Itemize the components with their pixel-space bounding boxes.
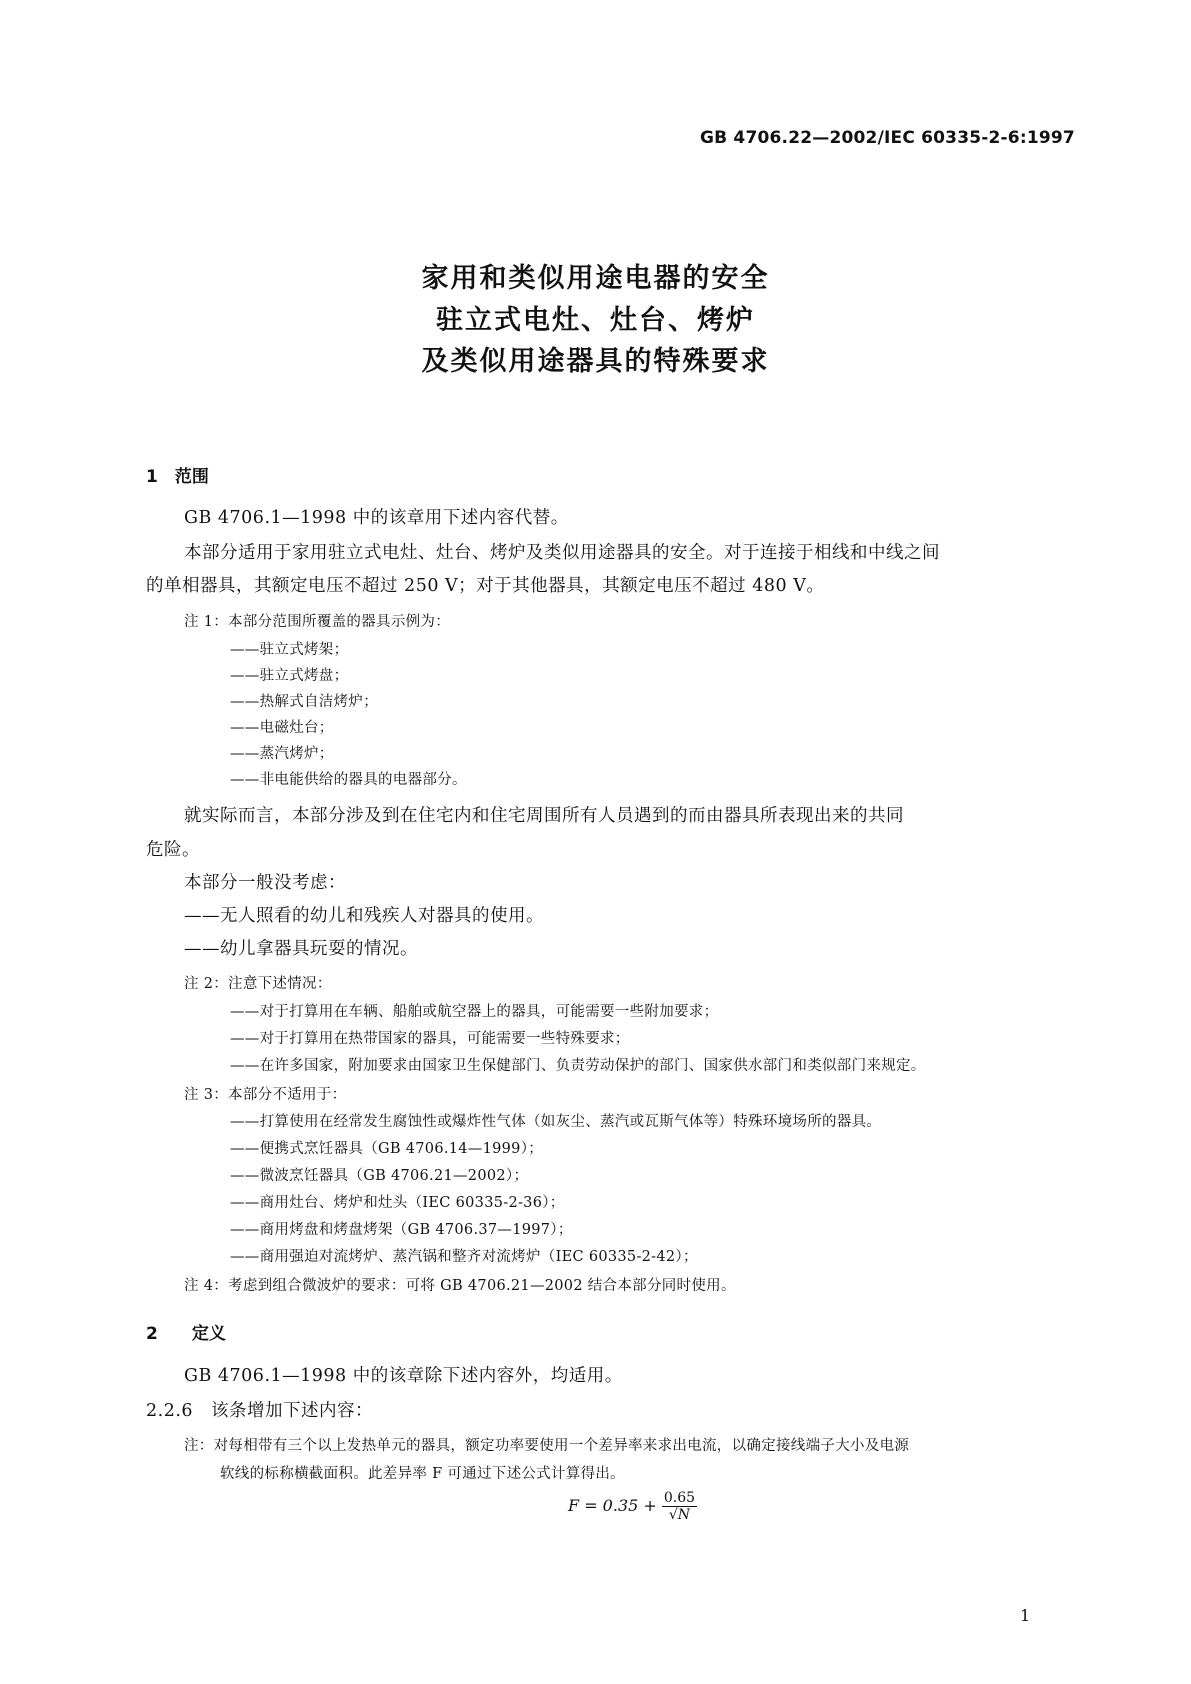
note-2-item: ——在许多国家，附加要求由国家卫生保健部门、负责劳动保护的部门、国家供水部门和类似部门来规定。 <box>230 1058 926 1074</box>
section-2-note-line-1: 注：对每相带有三个以上发热单元的器具，额定功率要使用一个差异率来求出电流，以确定接线端子大小及电源 <box>184 1438 910 1454</box>
note-1-item: ——电磁灶台； <box>230 720 334 736</box>
note-3-item: ——商用灶台、烤炉和灶头（IEC 60335-2-36）； <box>230 1195 565 1211</box>
title-line-2: 驻立式电灶、灶台、烤炉 <box>436 305 755 336</box>
standard-code: GB 4706.22—2002/IEC 60335-2-6:1997 <box>700 128 1075 148</box>
note-4: 注 4：考虑到组合微波炉的要求：可将 GB 4706.21—2002 结合本部分同时使用。 <box>184 1278 736 1294</box>
formula-denominator: √N <box>668 1507 691 1523</box>
note-3-item: ——商用强迫对流烤炉、蒸汽锅和整齐对流烤炉（IEC 60335-2-42）； <box>230 1249 698 1265</box>
section-1-heading: 1 范围 <box>146 467 209 487</box>
note-1-item: ——驻立式烤盘； <box>230 668 349 684</box>
title-line-3: 及类似用途器具的特殊要求 <box>421 346 770 377</box>
note-1-item: ——热解式自洁烤炉； <box>230 694 378 710</box>
note-2-item: ——对于打算用在车辆、船舶或航空器上的器具，可能需要一些附加要求； <box>230 1004 719 1020</box>
section-1-paragraph-3-line-2: 危险。 <box>146 840 200 860</box>
note-3-item: ——打算使用在经常发生腐蚀性或爆炸性气体（如灰尘、蒸汽或瓦斯气体等）特殊环境场所的器具。 <box>230 1114 882 1130</box>
page-number: 1 <box>1020 1606 1031 1625</box>
section-1-paragraph-3-line-1: 就实际而言，本部分涉及到在住宅内和住宅周围所有人员遇到的而由器具所表现出来的共同 <box>184 806 904 826</box>
note-2-item: ——对于打算用在热带国家的器具，可能需要一些特殊要求； <box>230 1031 630 1047</box>
note-3-item: ——微波烹饪器具（GB 4706.21—2002）； <box>230 1168 529 1184</box>
section-1-paragraph-2-line-1: 本部分适用于家用驻立式电灶、灶台、烤炉及类似用途器具的安全。对于连接于相线和中线之间 <box>184 543 940 563</box>
section-1-paragraph-4: 本部分一般没考虑： <box>184 873 346 893</box>
note-1-item: ——非电能供给的器具的电器部分。 <box>230 772 467 788</box>
note-1-item: ——驻立式烤架； <box>230 642 349 658</box>
note-1-label: 注 1：本部分范围所覆盖的器具示例为： <box>184 614 451 630</box>
note-1-item: ——蒸汽烤炉； <box>230 746 334 762</box>
note-3-item: ——商用烤盘和烤盘烤架（GB 4706.37—1997）； <box>230 1222 573 1238</box>
section-2-heading: 2 定义 <box>146 1324 226 1344</box>
note-2-label: 注 2：注意下述情况： <box>184 976 332 992</box>
exclusion-item: ——幼儿拿器具玩耍的情况。 <box>184 939 418 959</box>
formula-fraction <box>662 1490 697 1523</box>
section-2-note-line-2: 软线的标称横截面积。此差异率 F 可通过下述公式计算得出。 <box>220 1466 625 1482</box>
title-line-1: 家用和类似用途电器的安全 <box>421 263 770 294</box>
formula <box>568 1490 697 1523</box>
note-3-label: 注 3：本部分不适用于： <box>184 1087 347 1103</box>
note-3-item: ——便携式烹饪器具（GB 4706.14—1999）； <box>230 1141 544 1157</box>
formula-lhs: F = 0.35 + <box>568 1496 657 1515</box>
section-1-paragraph-2-line-2: 的单相器具，其额定电压不超过 250 V；对于其他器具，其额定电压不超过 480 V。 <box>146 576 825 596</box>
section-2-paragraph-1: GB 4706.1—1998 中的该章除下述内容外，均适用。 <box>184 1366 623 1386</box>
clause-2-2-6: 2.2.6 该条增加下述内容： <box>146 1401 374 1421</box>
formula-numerator: 0.65 <box>663 1490 696 1506</box>
exclusion-item: ——无人照看的幼儿和残疾人对器具的使用。 <box>184 906 544 926</box>
section-1-paragraph-1: GB 4706.1—1998 中的该章用下述内容代替。 <box>184 508 569 528</box>
